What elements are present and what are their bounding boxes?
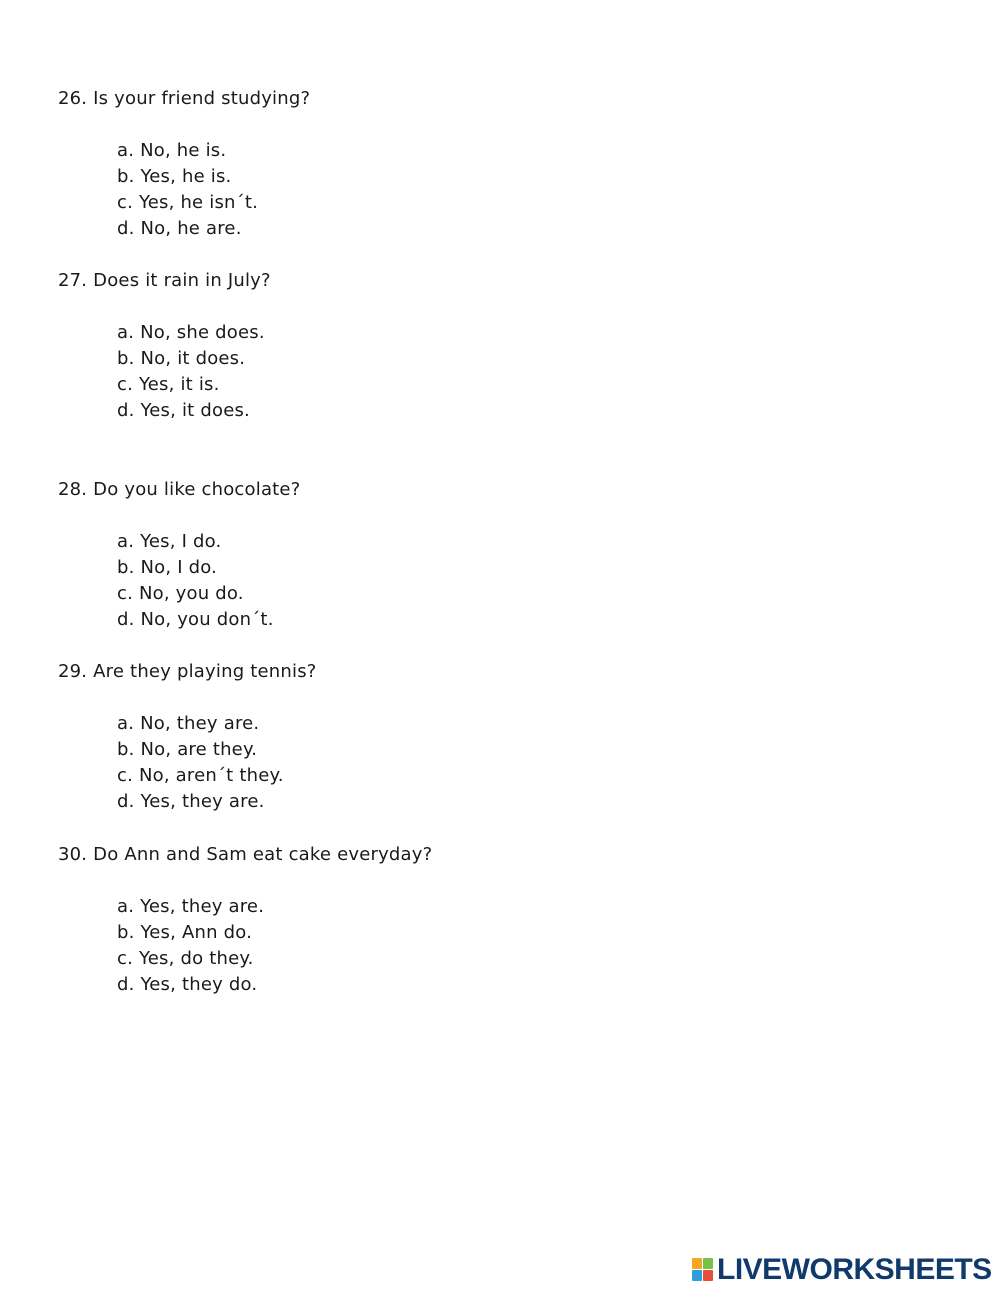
question-30: 30. Do Ann and Sam eat cake everyday?: [58, 844, 433, 865]
question-29: 29. Are they playing tennis?: [58, 661, 317, 682]
q30-option-a: a. Yes, they are.: [117, 896, 265, 917]
q26-option-c: c. Yes, he isn´t.: [117, 192, 259, 213]
q28-option-d: d. No, you don´t.: [117, 609, 274, 630]
q30-option-b: b. Yes, Ann do.: [117, 922, 253, 943]
q29-option-c: c. No, aren´t they.: [117, 765, 284, 786]
q27-option-c: c. Yes, it is.: [117, 374, 220, 395]
q27-option-d: d. Yes, it does.: [117, 400, 250, 421]
liveworksheets-brand: [692, 1252, 992, 1288]
q28-option-c: c. No, you do.: [117, 583, 244, 604]
liveworksheets-logo-icon: [692, 1258, 714, 1282]
brand-name: LIVEWORKSHEETS: [717, 1253, 992, 1286]
q29-option-d: d. Yes, they are.: [117, 791, 265, 812]
q26-option-a: a. No, he is.: [117, 140, 227, 161]
q28-option-a: a. Yes, I do.: [117, 531, 222, 552]
q26-option-b: b. Yes, he is.: [117, 166, 232, 187]
q27-option-a: a. No, she does.: [117, 322, 265, 343]
q29-option-a: a. No, they are.: [117, 713, 260, 734]
question-27: 27. Does it rain in July?: [58, 270, 271, 291]
question-26: 26. Is your friend studying?: [58, 88, 311, 109]
question-28: 28. Do you like chocolate?: [58, 479, 301, 500]
q26-option-d: d. No, he are.: [117, 218, 242, 239]
q28-option-b: b. No, I do.: [117, 557, 218, 578]
q27-option-b: b. No, it does.: [117, 348, 246, 369]
q29-option-b: b. No, are they.: [117, 739, 258, 760]
q30-option-c: c. Yes, do they.: [117, 948, 254, 969]
q30-option-d: d. Yes, they do.: [117, 974, 258, 995]
